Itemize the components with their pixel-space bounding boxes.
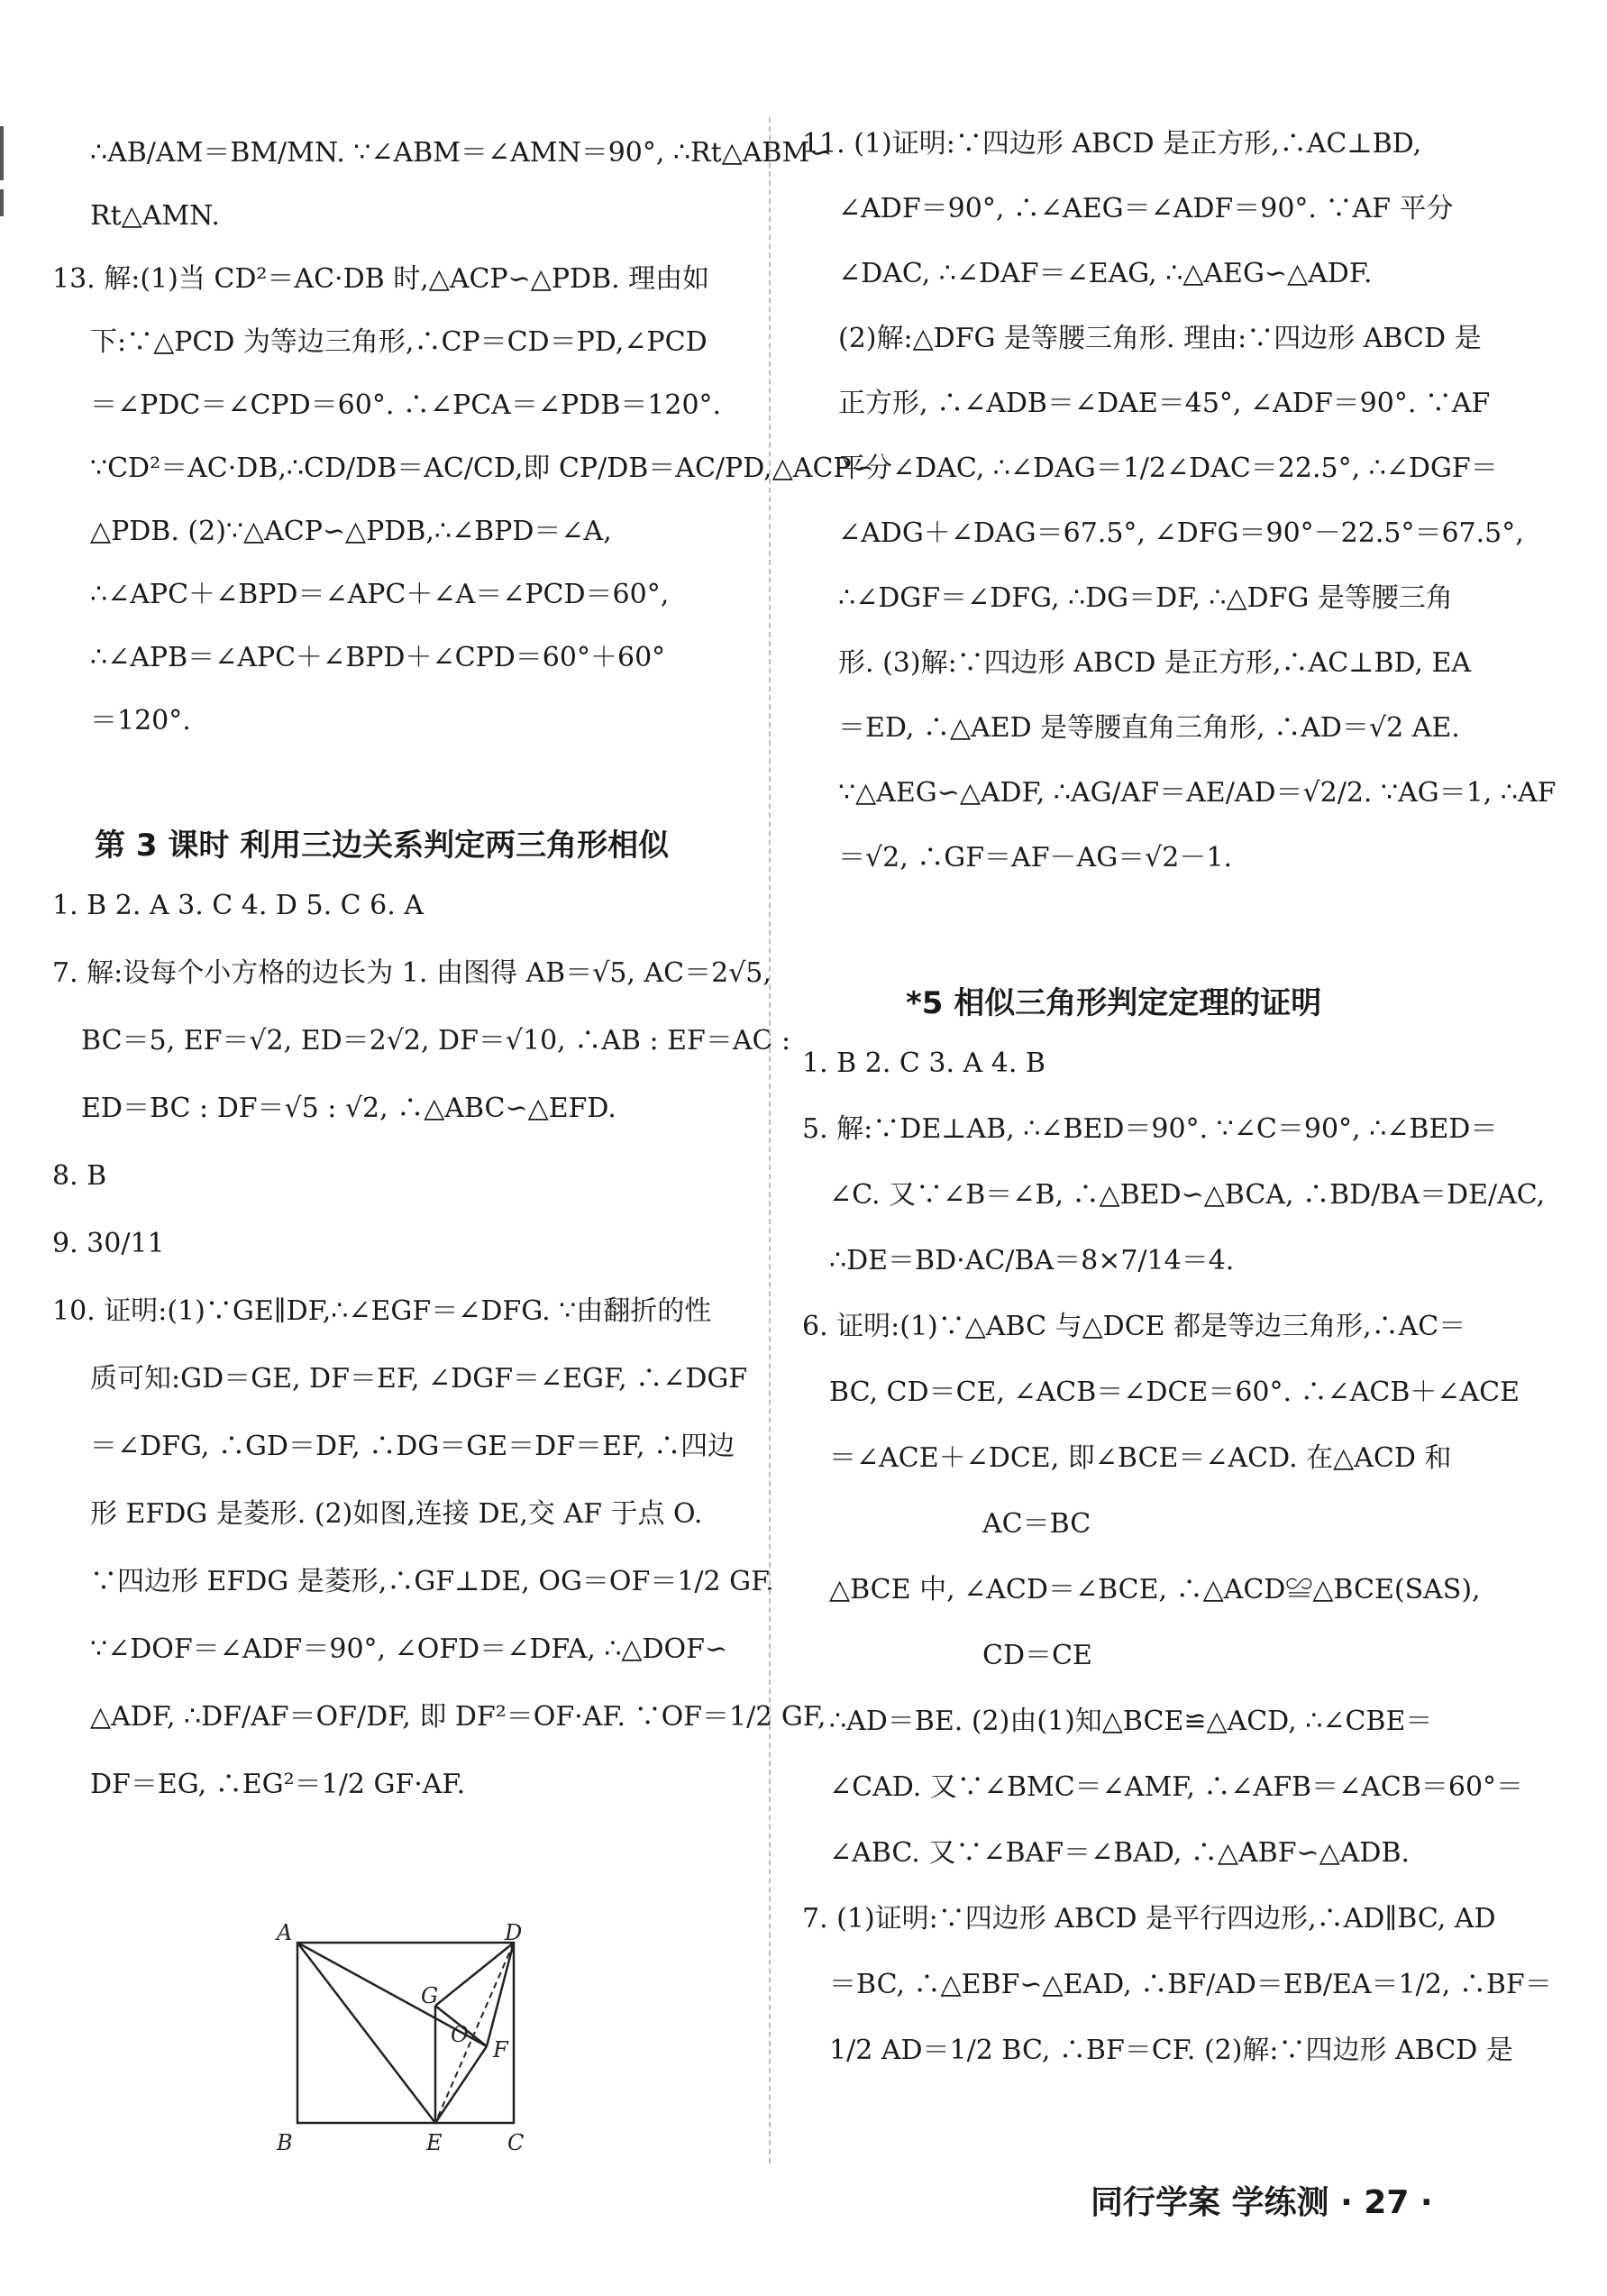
text-line: ＝ED, ∴△AED 是等腰直角三角形, ∴AD＝√2 AE. [838,712,1460,744]
text-line: 11. (1)证明:∵四边形 ABCD 是正方形,∴AC⊥BD, [802,128,1422,160]
text-line: ∴AB/AM＝BM/MN. ∵∠ABM＝∠AMN＝90°, ∴Rt△ABM∽ [90,137,833,169]
segment-ae [297,1943,435,2123]
text-line: ∠ADF＝90°, ∴∠AEG＝∠ADF＝90°. ∵AF 平分 [838,193,1454,224]
text-line: 6. 证明:(1)∵△ABC 与△DCE 都是等边三角形,∴AC＝ [802,1311,1466,1342]
text-line: ∴AD＝BE. (2)由(1)知△BCE≌△ACD, ∴∠CBE＝ [829,1706,1433,1737]
text-line: ∴∠DGF＝∠DFG, ∴DG＝DF, ∴△DFG 是等腰三角 [838,582,1453,614]
text-line: BC, CD＝CE, ∠ACB＝∠DCE＝60°. ∴∠ACB＋∠ACE [829,1377,1520,1408]
text-line: △PDB. (2)∵△ACP∽△PDB,∴∠BPD＝∠A, [90,516,612,547]
label-o: O [451,2022,469,2047]
text-line: 1. B 2. A 3. C 4. D 5. C 6. A [52,890,424,921]
text-line: 5. 解:∵DE⊥AB, ∴∠BED＝90°. ∵∠C＝90°, ∴∠BED＝ [802,1113,1498,1145]
text-line: 质可知:GD＝GE, DF＝EF, ∠DGF＝∠EGF, ∴∠DGF [90,1363,748,1395]
text-line: 形 EFDG 是菱形. (2)如图,连接 DE,交 AF 于点 O. [90,1498,703,1530]
text-line: AC＝BC [982,1508,1091,1540]
text-line: CD＝CE [982,1640,1092,1671]
text-line: ＝BC, ∴△EBF∽△EAD, ∴BF/AD＝EB/EA＝1/2, ∴BF＝ [829,1969,1552,2000]
text-line: 1/2 AD＝1/2 BC, ∴BF＝CF. (2)解:∵四边形 ABCD 是 [829,2035,1513,2066]
text-line: △ADF, ∴DF/AF＝OF/DF, 即 DF²＝OF·AF. ∵OF＝1/2 GF, [90,1701,826,1733]
text-line: ∵△AEG∽△ADF, ∴AG/AF＝AE/AD＝√2/2. ∵AG＝1, ∴AF [838,777,1557,809]
text-line: ＝∠DFG, ∴GD＝DF, ∴DG＝GE＝DF＝EF, ∴四边 [90,1431,735,1462]
text-line: ∠ABC. 又∵∠BAF＝∠BAD, ∴△ABF∽△ADB. [829,1837,1411,1869]
segment-fe [435,2046,487,2123]
text-line: 平分∠DAC, ∴∠DAG＝1/2∠DAC＝22.5°, ∴∠DGF＝ [838,453,1498,484]
page-footer: 同行学案 学练测 · 27 · [1091,2184,1433,2221]
text-line: ∴∠APC＋∠BPD＝∠APC＋∠A＝∠PCD＝60°, [90,579,670,610]
text-line: ＝120°. [90,705,191,736]
section-heading: *5 相似三角形判定定理的证明 [906,985,1322,1021]
label-c: C [507,2130,525,2154]
text-line: 7. 解:设每个小方格的边长为 1. 由图得 AB＝√5, AC＝2√5, [52,957,772,989]
right-column [802,0,1595,2163]
label-a: A [277,1920,293,1945]
text-line: 10. 证明:(1)∵GE∥DF,∴∠EGF＝∠DFG. ∵由翻折的性 [52,1295,712,1327]
label-f: F [493,2037,508,2063]
text-line: 9. 30/11 [52,1228,165,1259]
segment-de-dashed [435,1943,514,2123]
text-line: 正方形, ∴∠ADB＝∠DAE＝45°, ∠ADF＝90°. ∵AF [838,388,1491,419]
text-line: ∵四边形 EFDG 是菱形,∴GF⊥DE, OG＝OF＝1/2 GF. [90,1566,774,1597]
segment-dg [435,1943,514,2006]
label-b: B [277,2130,293,2154]
text-line: ∠ADG＋∠DAG＝67.5°, ∠DFG＝90°－22.5°＝67.5°, [838,517,1524,549]
text-line: ∵∠DOF＝∠ADF＝90°, ∠OFD＝∠DFA, ∴△DOF∽ [90,1633,728,1665]
column-divider [769,117,771,2163]
text-line: ＝∠PDC＝∠CPD＝60°. ∴∠PCA＝∠PDB＝120°. [90,389,722,421]
text-line: Rt△AMN. [90,200,220,232]
text-line: ∠C. 又∵∠B＝∠B, ∴△BED∽△BCA, ∴BD/BA＝DE/AC, [829,1179,1546,1211]
text-line: ＝√2, ∴GF＝AF－AG＝√2－1. [838,842,1232,874]
text-line: ∴DE＝BD·AC/BA＝8×7/14＝4. [829,1245,1235,1276]
label-d: D [505,1920,523,1945]
text-line: ∠CAD. 又∵∠BMC＝∠AMF, ∴∠AFB＝∠ACB＝60°＝ [829,1771,1524,1803]
text-line: ∠DAC, ∴∠DAF＝∠EAG, ∴△AEG∽△ADF. [838,258,1373,289]
label-g: G [421,1983,439,2008]
text-line: BC＝5, EF＝√2, ED＝2√2, DF＝√10, ∴AB : EF＝AC : [81,1025,791,1057]
lesson-heading: 第 3 课时 利用三边关系判定两三角形相似 [95,828,670,864]
text-line: 形. (3)解:∵四边形 ABCD 是正方形,∴AC⊥BD, EA [838,647,1472,679]
text-line: 7. (1)证明:∵四边形 ABCD 是平行四边形,∴AD∥BC, AD [802,1903,1496,1935]
text-line: DF＝EG, ∴EG²＝1/2 GF·AF. [90,1769,466,1800]
label-e: E [426,2130,443,2154]
text-line: 13. 解:(1)当 CD²＝AC·DB 时,△ACP∽△PDB. 理由如 [52,263,710,295]
geometry-figure [275,1920,545,2154]
text-line: 下:∵△PCD 为等边三角形,∴CP＝CD＝PD,∠PCD [90,326,708,358]
text-line: △BCE 中, ∠ACD＝∠BCE, ∴△ACD≌△BCE(SAS), [829,1574,1481,1605]
text-line: ∵CD²＝AC·DB,∴CD/DB＝AC/CD,即 CP/DB＝AC/PD,△ACP∽ [90,453,874,484]
text-line: ∴∠APB＝∠APC＋∠BPD＋∠CPD＝60°＋60° [90,642,666,673]
text-line: ED＝BC : DF＝√5 : √2, ∴△ABC∽△EFD. [81,1093,616,1124]
text-line: (2)解:△DFG 是等腰三角形. 理由:∵四边形 ABCD 是 [838,323,1482,354]
text-line: 8. B [52,1160,107,1192]
text-line: 1. B 2. C 3. A 4. B [802,1047,1045,1079]
text-line: ＝∠ACE＋∠DCE, 即∠BCE＝∠ACD. 在△ACD 和 [829,1442,1452,1474]
